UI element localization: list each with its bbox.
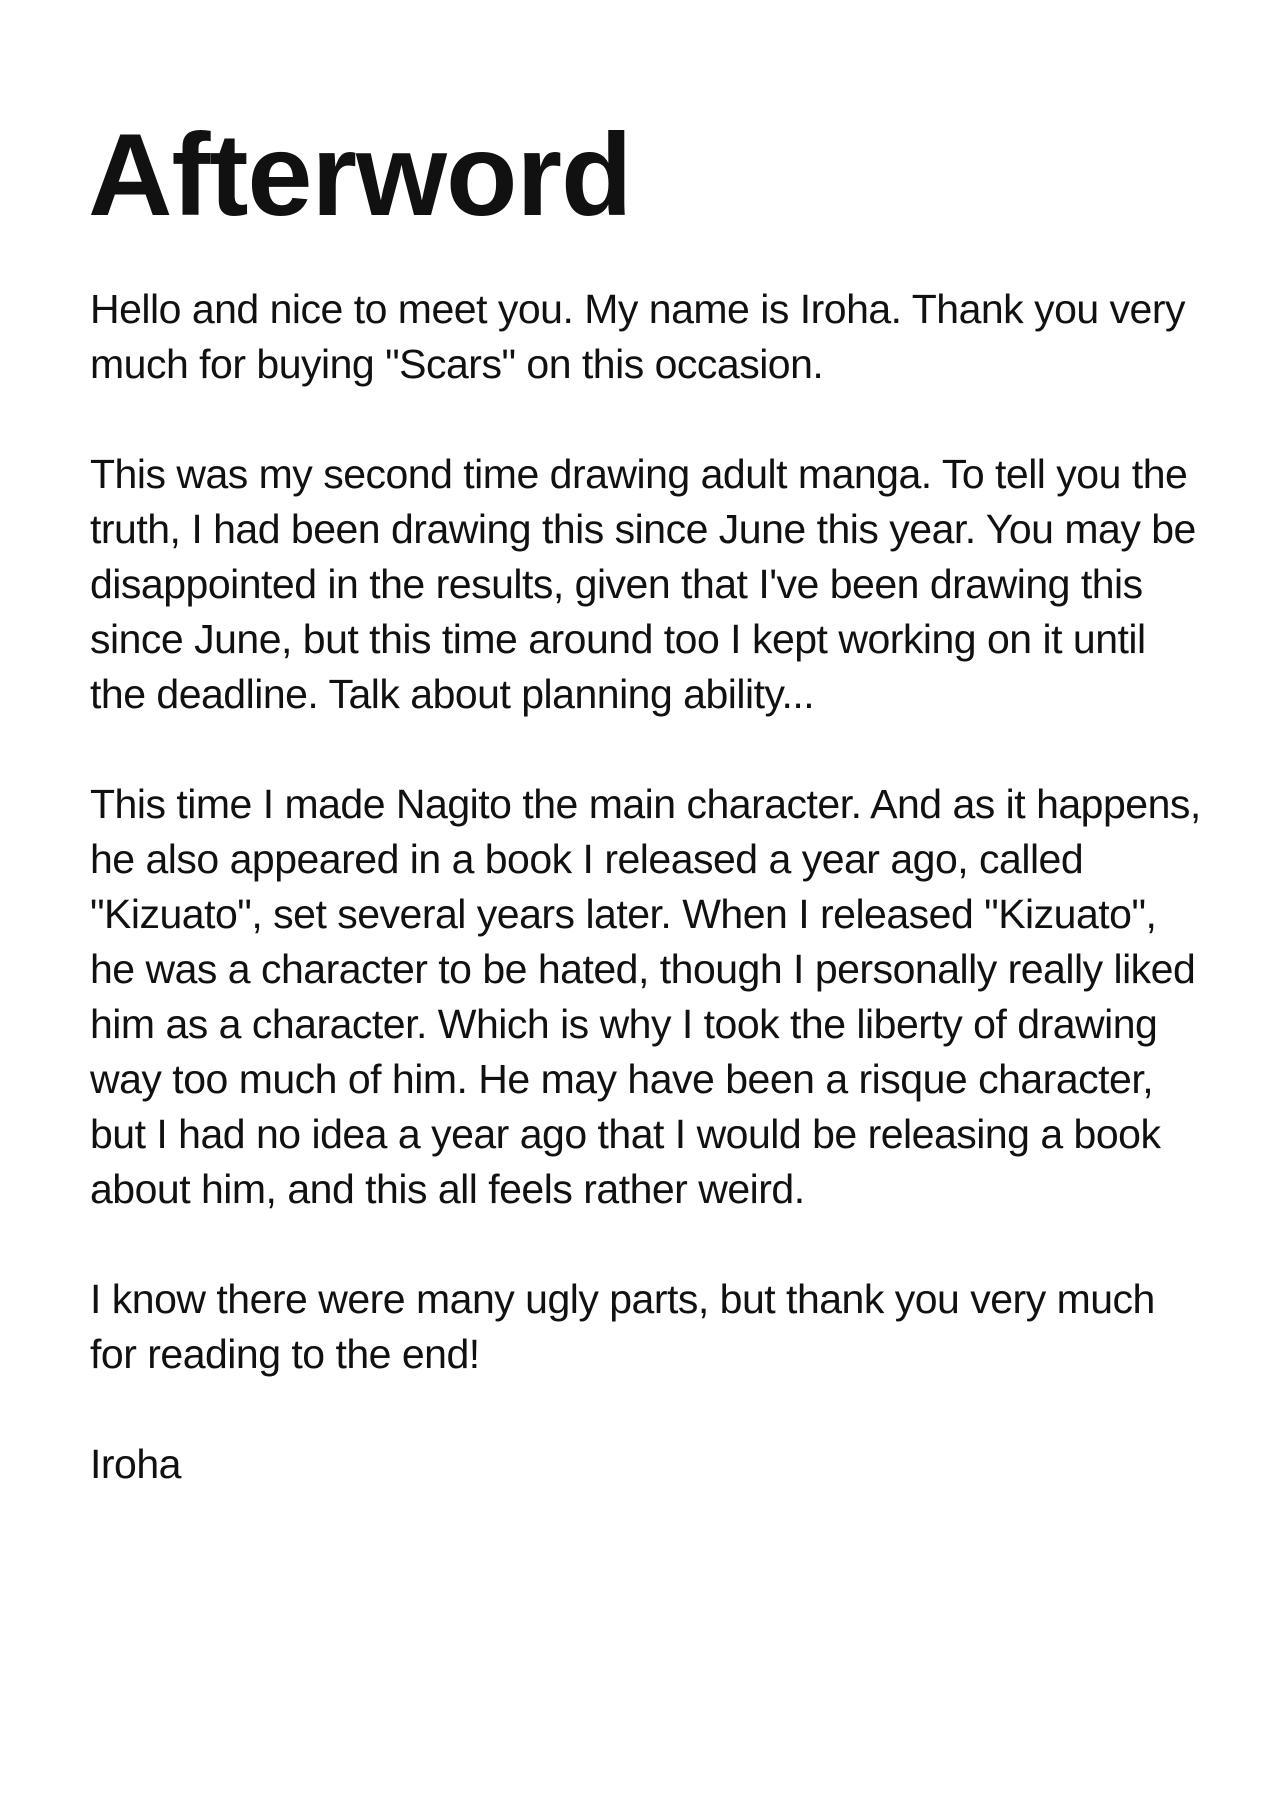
author-signature: Iroha	[90, 1441, 181, 1487]
paragraph-main-character: This time I made Nagito the main character. And as it happens, he also appeared in a book I released a year ago, called "Kizuato", set several years later. When I released "Kizuato", he was a character to be hated, though I personally really liked him as a character. Which is why I took the liberty of drawing way too much of him. He may have been a risque character, but I had no idea a year ago that I would be releasing a book about him, and this all feels rather weird.	[90, 781, 1201, 1212]
afterword-body	[90, 282, 1210, 1492]
page-title: Afterword	[88, 109, 632, 240]
paragraph-thanks: I know there were many ugly parts, but thank you very much for reading to the end!	[90, 1276, 1155, 1377]
paragraph-greeting: Hello and nice to meet you. My name is Iroha. Thank you very much for buying "Scars" on this occasion.	[90, 286, 1186, 387]
paragraph-drawing-process: This was my second time drawing adult manga. To tell you the truth, I had been drawing this since June this year. You may be disappointed in the results, given that I've been drawing this since June, but this time around too I kept working on it until the deadline. Talk about planning ability...	[90, 451, 1196, 717]
